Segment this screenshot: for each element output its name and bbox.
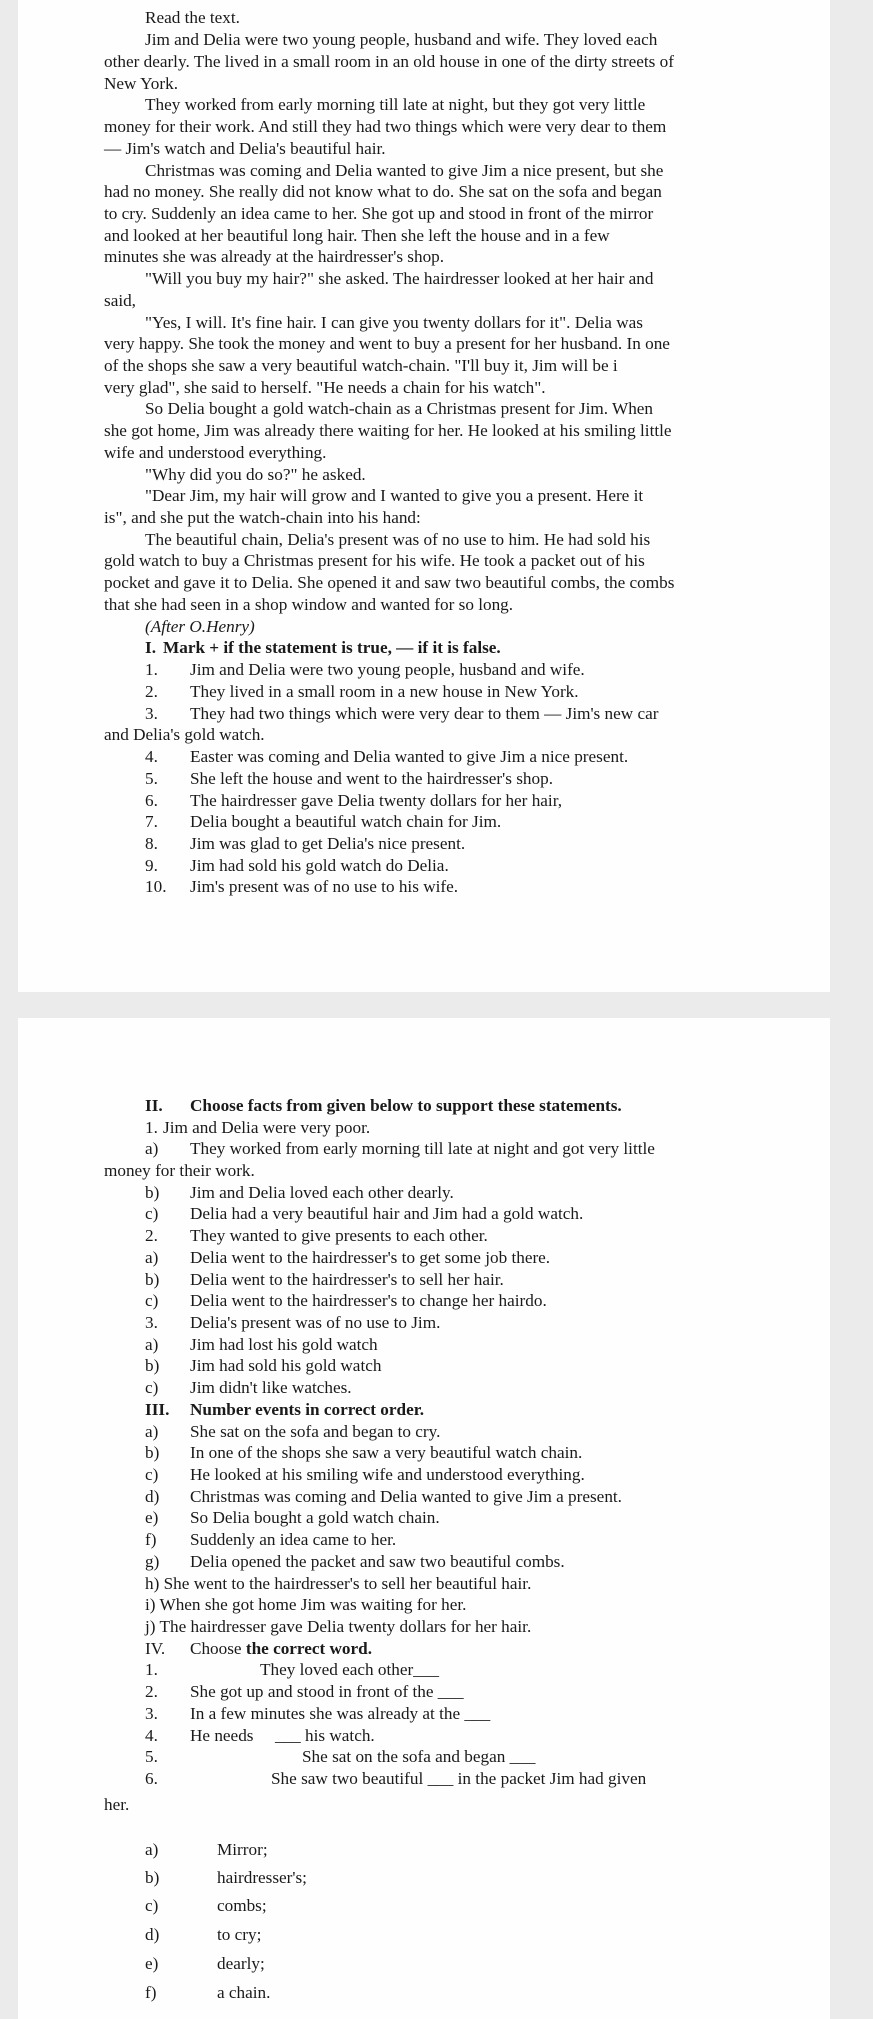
worksheet-page-1: Read the text. Jim and Delia were two young people, husband and wife. They loved each other dearly. The lived in a small room in an old house in one of the dirty streets of New York. They worked from early morning till late at night, but they got very little money for their work. And still they had two things which were very dear to them — Jim's watch and Delia's beautiful hair. Christmas was coming and Delia wanted to give Jim a nice present, but she had no money. She really did not know what to do. She sat on the sofa and began to cry. Suddenly an idea came to her. She got up and stood in front of the mirror and looked at her beautiful long hair. Then she left the house and in a few minutes she was already at the hairdresser's shop. "Will you buy my hair?" she asked. The hairdresser looked at her hair and said, "Yes, I will. It's fine hair. I can give you twenty dollars for it". Delia was very happy. She took the money and went to buy a present for her husband. In one of the shops she saw a very beautiful watch-chain. "I'll buy it, Jim will be i very glad", she said to herself. "He needs a chain for his watch". So Delia bought a gold watch-chain as a Christmas present for Jim. When she got home, Jim was already there waiting for her. He looked at his smiling little wife and understood everything. "Why did you do so?" he asked. "Dear Jim, my hair will grow and I wanted to give you a present. Here it is", and she put the watch-chain into his hand: The beautiful chain, Delia's present was of no use to him. He had sold his gold watch to buy a Christmas present for his wife. He took a packet out of his pocket and gave it to Delia. She opened it and saw two beautiful combs, the combs that she had seen in a shop window and wanted for so long. (After O.Henry) I. Mark + if the statement is true, — if it is false. 1. Jim and Delia were two young people, husband and wife. 2. They lived in a small room in a new house in New York. 3. They had two things which were very dear to them — Jim's new car and Delia's gold watch. 4. Easter was coming and Delia wanted to give Jim a nice present. 5. She left the house and went to the hairdresser's shop. 6. The hairdresser gave Delia twenty dollars for her hair, 7. Delia bought a beautiful watch chain for Jim. 8. Jim was glad to get Delia's nice present. 9. Jim had sold his gold watch do Delia. 10. Jim's present was of no use to his wife. xyxy=(18,0,830,992)
title-text xyxy=(145,0,247,1)
worksheet-page-2: II. Choose facts from given below to support these statements. 1. Jim and Delia were very poor. a) They worked from early morning till late at night and got very little money for their work. b) Jim and Delia loved each other dearly. c) Delia had a very beautiful hair and Jim had a gold watch. 2. They wanted to give presents to each other. a) Delia went to the hairdresser's to get some job there. b) Delia went to the hairdresser's to sell her hair. c) Delia went to the hairdresser's to change her hairdo. 3. Delia's present was of no use to Jim. a) Jim had lost his gold watch b) Jim had sold his gold watch c) Jim didn't like watches. III. Number events in correct order. a) She sat on the sofa and began to cry. b) In one of the shops she saw a very beautiful watch chain. c) He looked at his smiling wife and understood everything. d) Christmas was coming and Delia wanted to give Jim a present. e) So Delia bought a gold watch chain. f) Suddenly an idea came to her. g) Delia opened the packet and saw two beautiful combs. h) She went to the hairdresser's to sell her beautiful hair. i) When she got home Jim was waiting for her. j) The hairdresser gave Delia twenty dollars for her hair. IV. Choose the correct word. 1. They loved each other___ 2. She got up and stood in front of the ___ 3. In a few minutes she was already at the ___ 4. He needs ___ his watch. 5. She sat on the sofa and began ___ 6. She saw two beautiful ___ in the packet Jim had given her. a) Mirror; b) hairdresser's; c) combs; d) to cry; e) dearly; f) a chain. xyxy=(18,1018,830,2019)
page-title-clipped xyxy=(18,0,830,1)
